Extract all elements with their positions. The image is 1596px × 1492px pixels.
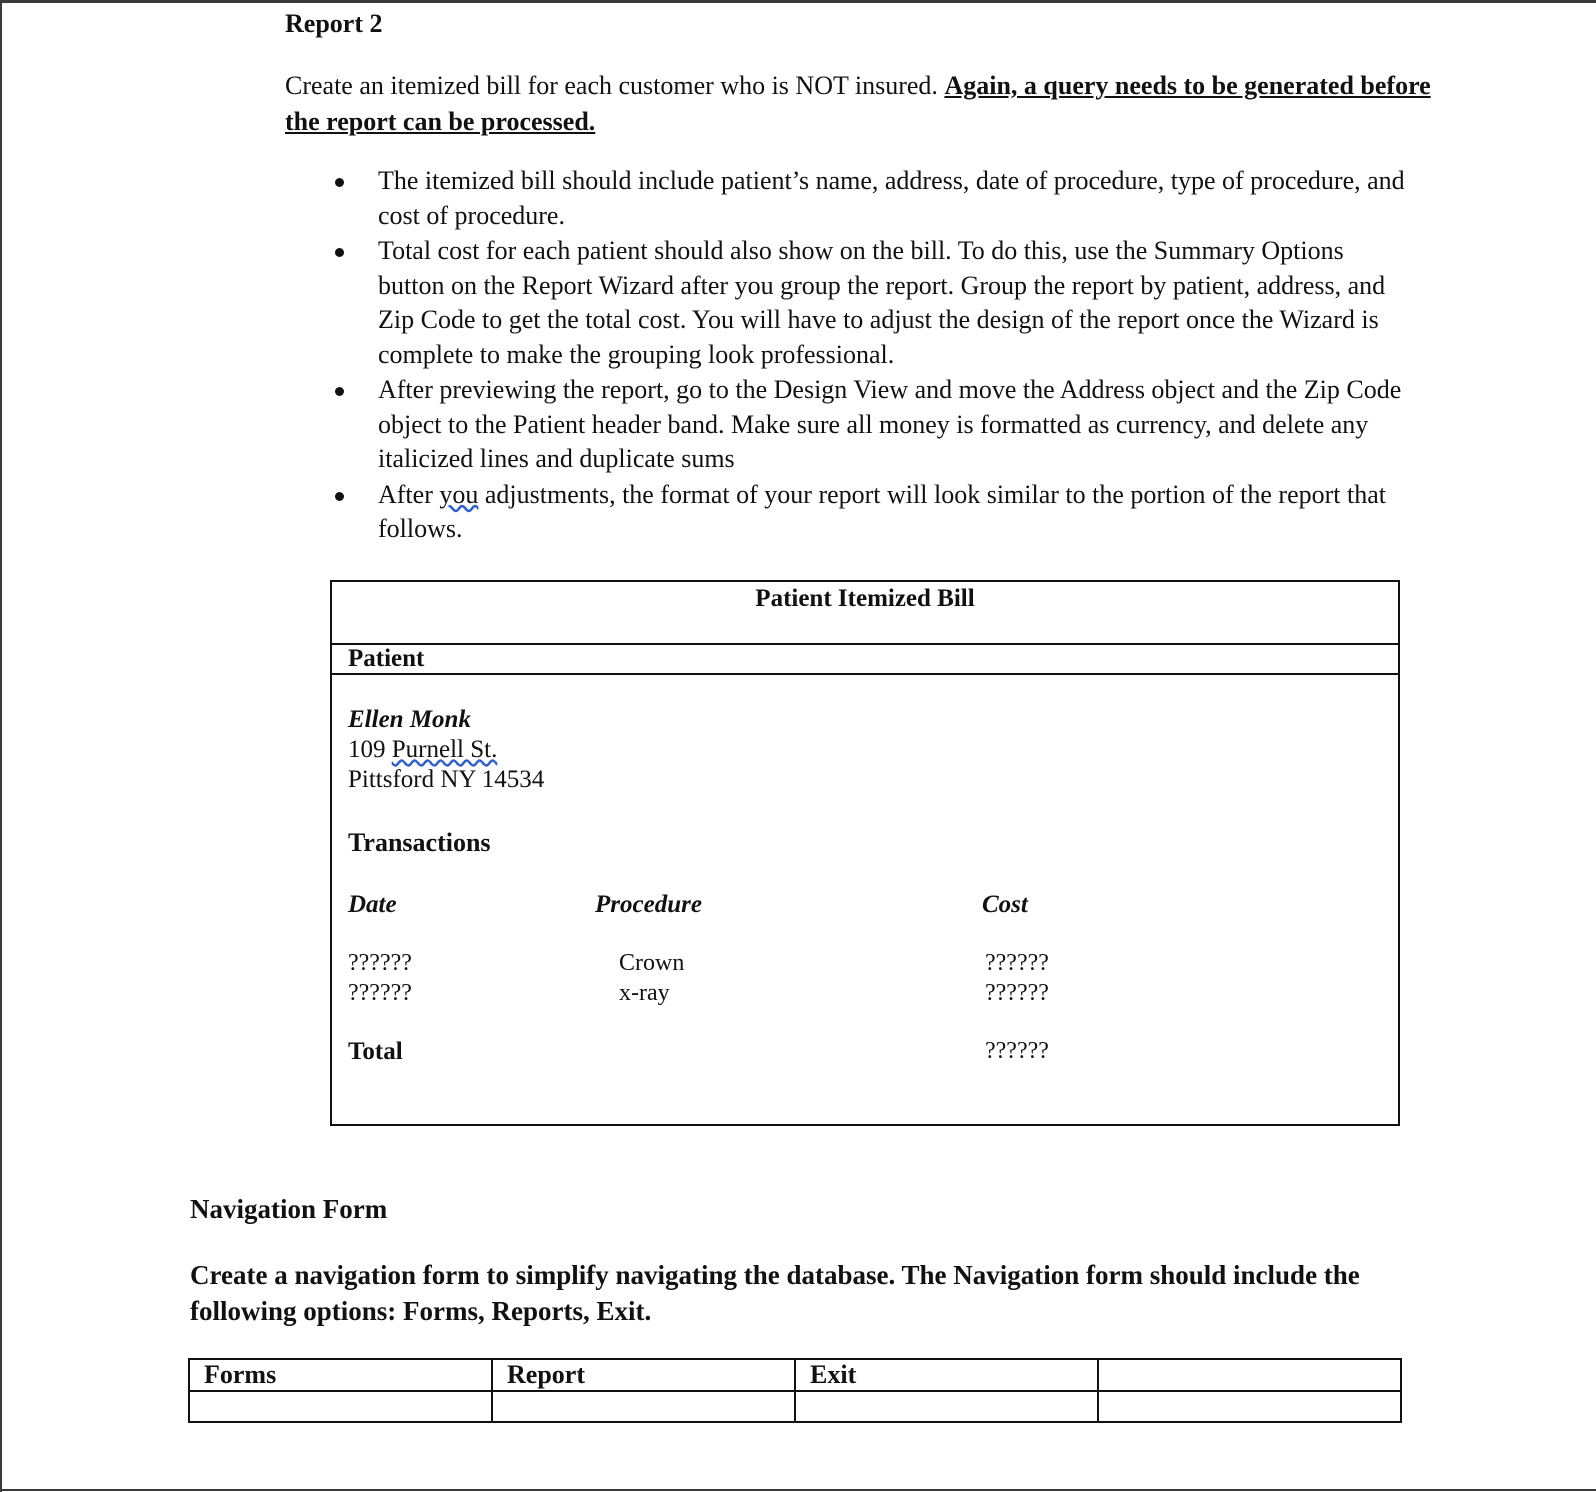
instruction-list (335, 164, 1415, 548)
table-row (189, 1359, 1401, 1391)
report-intro (285, 68, 1435, 140)
navigation-form-title: Navigation Form (190, 1194, 388, 1224)
instruction-text-before: After (378, 479, 440, 509)
instruction-item (335, 234, 1415, 372)
procedure-column-header: Procedure (595, 891, 702, 918)
bullet-icon (335, 178, 344, 187)
report-title: Report 2 (285, 9, 383, 38)
window-top-border (0, 0, 1596, 3)
patient-bill-sample (330, 580, 1400, 1126)
table-row (189, 1391, 1401, 1422)
transaction-cost: ?????? (985, 950, 1049, 976)
window-bottom-border (0, 1489, 1596, 1491)
patient-address-line1 (348, 736, 497, 764)
bullet-icon (335, 248, 344, 257)
instruction-item (335, 478, 1415, 547)
table-cell-empty (795, 1391, 1098, 1422)
instruction-text-after: adjustments, the format of your report will look similar to the portion of the report that follows. (378, 479, 1386, 543)
nav-option-forms: Forms (189, 1359, 492, 1391)
nav-option-exit: Exit (795, 1359, 1098, 1391)
table-cell-empty (492, 1391, 795, 1422)
patient-name: Ellen Monk (348, 706, 471, 733)
bill-header-divider (332, 643, 1398, 645)
transaction-cost: ?????? (985, 980, 1049, 1006)
bill-group-divider (332, 673, 1398, 675)
instruction-text: The itemized bill should include patient’s name, address, date of procedure, type of procedure, and cost of procedure. (378, 166, 1405, 230)
transaction-date: ?????? (348, 980, 412, 1006)
bullet-icon (335, 492, 344, 501)
transaction-procedure: x-ray (619, 980, 670, 1006)
date-column-header: Date (348, 891, 397, 918)
table-cell-empty (189, 1391, 492, 1422)
cost-column-header: Cost (982, 891, 1028, 918)
navigation-form-description: Create a navigation form to simplify navigating the database. The Navigation form should include the following options: Forms, Reports, Exit. (190, 1260, 1360, 1326)
nav-option-report: Report (492, 1359, 795, 1391)
instruction-text: After previewing the report, go to the Design View and move the Address object and the Zip Code object to the Patient header band. Make sure all money is formatted as currency, and delete any italicized lines and duplicate sums (378, 375, 1402, 473)
table-cell-empty (1098, 1391, 1401, 1422)
nav-option-empty (1098, 1359, 1401, 1391)
bill-title: Patient Itemized Bill (755, 585, 975, 612)
instruction-item (335, 164, 1415, 233)
transactions-heading: Transactions (348, 828, 491, 857)
spelling-flagged-street[interactable]: Purnell St. (391, 736, 498, 763)
intro-text: Create an itemized bill for each customer who is NOT insured. (285, 71, 945, 100)
patient-group-header: Patient (348, 645, 425, 672)
transaction-date: ?????? (348, 950, 412, 976)
intro-emphasis: Again, a query needs to be generated before the report can be processed. (285, 71, 1431, 136)
grammar-flagged-word[interactable]: you (439, 479, 479, 509)
instruction-text: Total cost for each patient should also show on the bill. To do this, use the Summary Options button on the Report Wizard after you group the report. Group the report by patient, address, and Zip Code to get the total cost. You will have to adjust the design of the report once the Wizard is complete to make the grouping look professional. (378, 236, 1386, 369)
bullet-icon (335, 387, 344, 396)
navigation-options-table (188, 1358, 1402, 1423)
total-value: ?????? (985, 1038, 1049, 1064)
address-number: 109 (348, 736, 392, 763)
transaction-procedure: Crown (619, 950, 685, 976)
total-label: Total (348, 1038, 403, 1065)
instruction-item (335, 373, 1415, 477)
patient-address-line2: Pittsford NY 14534 (348, 766, 545, 793)
window-left-border (0, 0, 2, 1492)
